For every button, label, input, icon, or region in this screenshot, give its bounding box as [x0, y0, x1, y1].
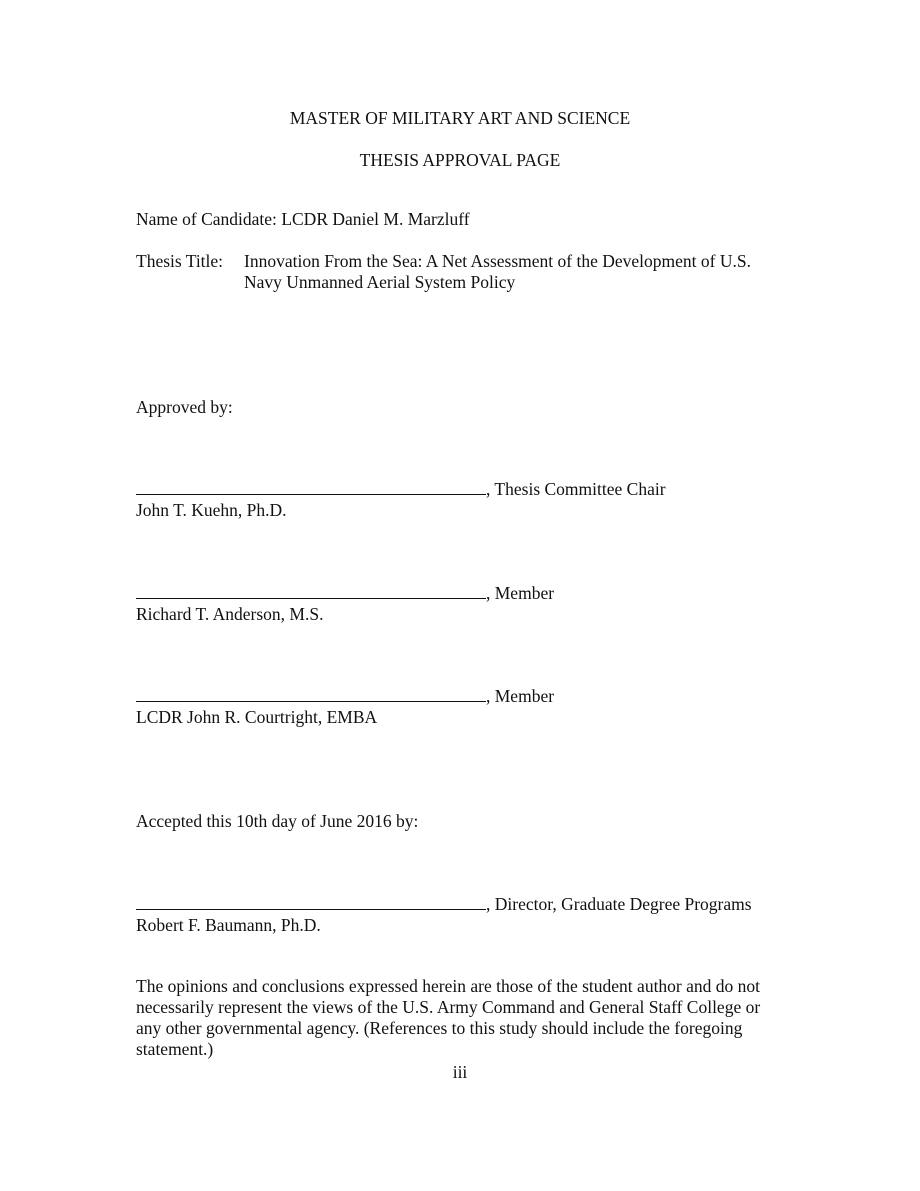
- signature-rule: [136, 894, 486, 910]
- signatory-name-member-1: Richard T. Anderson, M.S.: [136, 604, 324, 624]
- signature-role: , Member: [486, 583, 555, 603]
- page-number: iii: [452, 1062, 468, 1082]
- approved-by-label: Approved by:: [136, 397, 233, 417]
- signature-role: , Member: [486, 686, 555, 706]
- thesis-title-line-1: Innovation From the Sea: A Net Assessment of the Development of U.S.: [244, 251, 751, 271]
- signatory-name-director: Robert F. Baumann, Ph.D.: [136, 915, 321, 935]
- candidate-name: LCDR Daniel M. Marzluff: [281, 209, 470, 229]
- signature-rule: [136, 479, 486, 495]
- signature-line-chair: [136, 479, 666, 500]
- candidate-label: Name of Candidate:: [136, 209, 277, 229]
- signature-line-member-1: [136, 583, 554, 604]
- signature-role: , Thesis Committee Chair: [486, 479, 666, 499]
- signature-line-director: [136, 894, 752, 915]
- thesis-title-line-2: Navy Unmanned Aerial System Policy: [244, 272, 516, 292]
- signature-role: , Director, Graduate Degree Programs: [486, 894, 752, 914]
- degree-title: MASTER OF MILITARY ART AND SCIENCE: [289, 108, 631, 128]
- candidate-line: [136, 209, 470, 230]
- signatory-name-member-2: LCDR John R. Courtright, EMBA: [136, 707, 378, 727]
- page-title: THESIS APPROVAL PAGE: [359, 150, 561, 170]
- disclaimer-paragraph: The opinions and conclusions expressed herein are those of the student author and do not necessarily represent the views of the U.S. Army Command and General Staff College or any other governmental agency. (References to this study should include the foregoing statement.): [136, 976, 761, 1059]
- signature-line-member-2: [136, 686, 554, 707]
- signature-rule: [136, 686, 486, 702]
- accepted-line: Accepted this 10th day of June 2016 by:: [136, 811, 419, 831]
- signature-rule: [136, 583, 486, 599]
- thesis-title-label: Thesis Title:: [136, 251, 224, 271]
- signatory-name-chair: John T. Kuehn, Ph.D.: [136, 500, 287, 520]
